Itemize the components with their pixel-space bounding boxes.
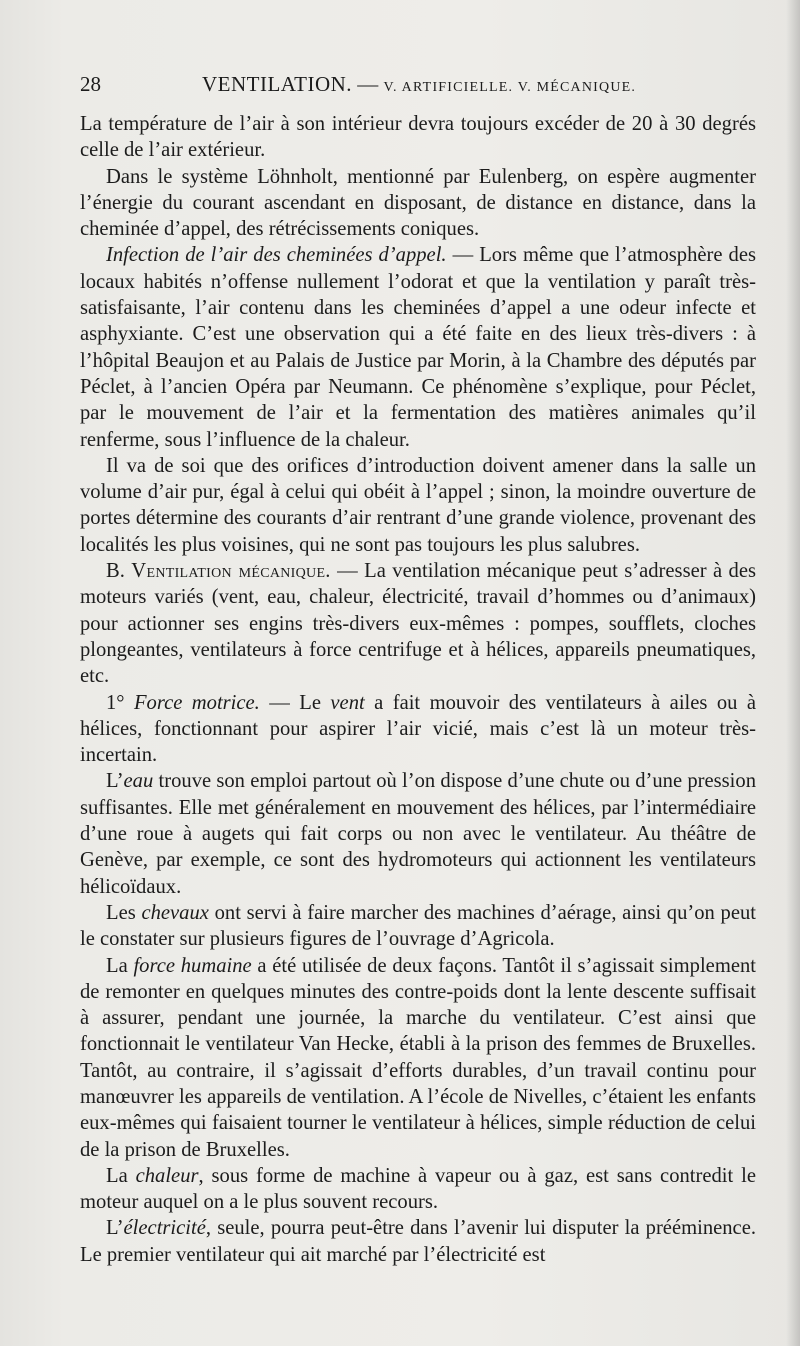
paragraph-text: Il va de soi que des orifices d’introduction doivent amener dans la salle un volume d’air pur, égal à celui qui obéit à l’appel ; sinon, la moindre ouverture de portes détermine des courants d’air rentrant d’une grande violence, provenant des localités les plus voisines, qui ne sont pas toujours les plus salubres.: [80, 454, 756, 556]
section-number: 1°: [106, 691, 134, 714]
paragraph-lead: Les: [106, 901, 142, 924]
page-number: 28: [80, 72, 101, 96]
section-letter: B.: [106, 560, 132, 583]
running-dash: —: [352, 72, 384, 96]
paragraph-electricite: [80, 1215, 756, 1268]
running-head: [202, 72, 636, 97]
paragraph-lohnholt: [80, 164, 756, 243]
paragraph-chevaux: [80, 900, 756, 953]
italic-term-chevaux: chevaux: [141, 901, 209, 924]
paragraph-text: ont servi à faire marcher des machines d’aérage, ainsi qu’on peut le constater sur plusieurs figures de l’ouvrage d’Agricola.: [80, 901, 756, 951]
paragraph-lead: L’: [106, 770, 124, 793]
paragraph-eau: [80, 768, 756, 899]
section-heading-force-motrice: Force motrice.: [133, 691, 260, 714]
paragraph-text: — Lors même que l’atmosphère des locaux habités n’offense nullement l’odorat et que la ventilation y paraît très-satisfaisante, l’air contenu dans les cheminées d’appel a une odeur infecte et asphyxiante. C’est une observation qui a été faite en des lieux très-divers : à l’hôpital Beaujon et au Palais de Justice par Morin, à la Chambre des députés par Péclet, à l’ancien Opéra par Neumann. Ce phénomène s’explique, pour Péclet, par le mouvement de l’air et la fermentation des matières animales qu’il renferme, sous l’influence de la chaleur.: [80, 244, 756, 451]
paragraph-text: trouve son emploi partout où l’on dispose d’une chute ou d’une pression suffisantes. Elle met généralement en mouvement des hélices, par l’intermédiaire d’une roue à augets qui fait corps ou non avec le ventilateur. Au théâtre de Genève, par exemple, ce sont des hydromoteurs qui actionnent les ventilateurs hélicoïdaux.: [80, 770, 756, 898]
running-subtitle: V. ARTIFICIELLE. V. MÉCANIQUE.: [383, 80, 637, 95]
paragraph-orifices: [80, 453, 756, 558]
paragraph-chaleur: [80, 1163, 756, 1216]
paragraph-infection: [80, 242, 756, 452]
italic-term-chaleur: chaleur: [135, 1164, 199, 1187]
italic-term-eau: eau: [123, 770, 154, 793]
paragraph-text: La température de l’air à son intérieur devra toujours excéder de 20 à 30 degrés celle de l’air extérieur.: [80, 113, 756, 162]
section-heading-infection: Infection de l’air des cheminées d’appel.: [106, 244, 447, 267]
paragraph-lead: La: [106, 954, 134, 977]
paragraph-lead: La: [106, 1164, 136, 1187]
paragraph-text: Dans le système Löhnholt, mentionné par Eulenberg, on espère augmenter l’énergie du courant ascendant en disposant, de distance en distance, dans la cheminée d’appel, des rétrécissements coniques.: [80, 165, 756, 241]
paragraph-text: , sous forme de machine à vapeur ou à gaz, est sans contredit le moteur auquel on a le plus souvent recours.: [80, 1164, 756, 1214]
paragraph-temperature: [80, 111, 756, 164]
section-heading-ventilation-mecanique: Ventilation mécanique.: [131, 560, 331, 583]
italic-term-vent: vent: [330, 691, 365, 714]
italic-term-electricite: électricité: [123, 1217, 206, 1240]
paragraph-force-humaine: [80, 953, 756, 1163]
page-spine-shadow: [786, 0, 800, 1346]
running-title: VENTILATION.: [202, 72, 353, 96]
page-header: [80, 72, 760, 102]
paragraph-text: — La ventilation mécanique peut s’adresser à des moteurs variés (vent, eau, chaleur, électricité, travail d’hommes ou d’animaux) pour actionner ses engins très-divers eux-mêmes : pompes, soufflets, cloches plongeantes, ventilateurs à force centrifuge et à hélices, appareils pneumatiques, etc.: [80, 560, 756, 688]
paragraph-text: a fait mouvoir des ventilateurs à ailes ou à hélices, fonctionnant pour aspirer l’air vicié, mais c’est là un moteur très-incertain.: [80, 691, 756, 767]
body-text: [80, 111, 756, 1268]
paragraph-force-motrice: [80, 690, 756, 769]
paragraph-text: — Le: [259, 691, 331, 714]
paragraph-lead: L’: [106, 1217, 124, 1240]
paragraph-text: a été utilisée de deux façons. Tantôt il s’agissait simplement de remonter en quelques minutes des contre-poids dont la lente descente suffisait à assurer, pendant une journée, la marche du ventilateur. C’est ainsi que fonctionnait le ventilateur Van Hecke, établi à la prison des femmes de Bruxelles. Tantôt, au contraire, il s’agissait d’efforts durables, d’un travail continu pour manœuvrer les appareils de ventilation. A l’école de Nivelles, c’étaient les enfants eux-mêmes qui faisaient tourner le ventilateur à hélices, simple réduction de celui de la prison de Bruxelles.: [80, 954, 757, 1161]
italic-term-force-humaine: force humaine: [133, 954, 252, 977]
paragraph-text: , seule, pourra peut-être dans l’avenir lui disputer la prééminence. Le premier ventilateur qui ait marché par l’électricité est: [80, 1217, 756, 1266]
paragraph-ventilation-mecanique: [80, 558, 756, 689]
